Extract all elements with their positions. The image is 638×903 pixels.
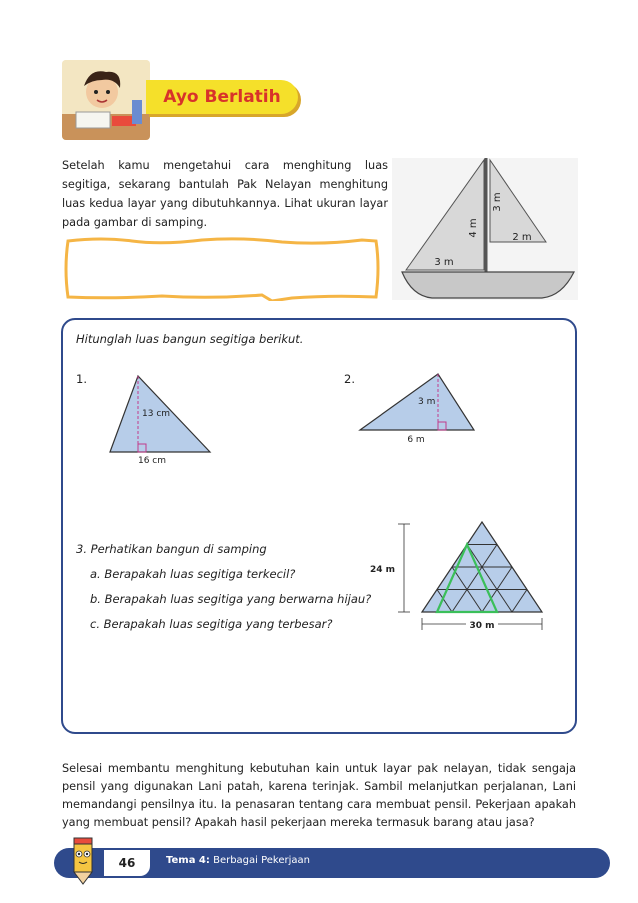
question-3b: b. Berapakah luas segitiga yang berwarna hijau?	[90, 592, 372, 606]
footer-theme	[166, 855, 310, 866]
question-3a: a. Berapakah luas segitiga terkecil?	[90, 567, 296, 581]
triangle-question-1	[100, 370, 220, 466]
q3-base-label: 30 m	[469, 621, 495, 631]
boy-reading-illustration	[62, 60, 150, 140]
footer-theme-name: Berbagai Pekerjaan	[213, 855, 311, 866]
question-2-number: 2.	[344, 372, 355, 386]
q1-base-label: 16 cm	[137, 456, 167, 466]
q2-base-label: 6 m	[407, 435, 425, 445]
sailboat-diagram	[392, 158, 578, 300]
q2-height-label: 3 m	[418, 397, 436, 407]
label-3m-base: 3 m	[434, 257, 454, 268]
q1-height-label: 13 cm	[142, 409, 171, 419]
triangle-question-2	[356, 370, 480, 446]
question-1-number: 1.	[76, 372, 87, 386]
header-illustration	[62, 60, 150, 140]
exercise-instruction: Hitunglah luas bangun segitiga berikut.	[76, 332, 304, 346]
label-3m-vertical: 3 m	[492, 192, 503, 212]
footer-theme-label: Tema 4:	[166, 855, 210, 866]
section-title: Ayo Berlatih	[163, 87, 281, 107]
label-4m: 4 m	[468, 218, 479, 238]
q3-height-label: 24 m	[370, 565, 396, 575]
label-2m: 2 m	[512, 232, 532, 243]
page-number: 46	[118, 856, 136, 870]
triangle-grid-question-3	[366, 516, 546, 634]
question-3-intro: 3. Perhatikan bangun di samping	[76, 542, 267, 556]
question-3c: c. Berapakah luas segitiga yang terbesar?	[90, 617, 333, 631]
answer-box	[62, 237, 382, 301]
intro-paragraph: Setelah kamu mengetahui cara menghitung luas segitiga, sekarang bantulah Pak Nelayan menghitung luas kedua layar yang dibutuhkannya. Lihat ukuran layar pada gambar di samping.	[62, 159, 388, 229]
closing-paragraph: Selesai membantu menghitung kebutuhan kain untuk layar pak nelayan, tidak sengaja pensil yang digunakan Lani patah, karena terinjak. Sambil melanjutkan perjalanan, Lani memandangi pensilnya itu. Ia penasaran tentang cara membuat pensil. Pekerjaan apakah yang membuat pensil? Apakah hasil pekerjaan mereka termasuk barang atau jasa?	[62, 762, 576, 829]
